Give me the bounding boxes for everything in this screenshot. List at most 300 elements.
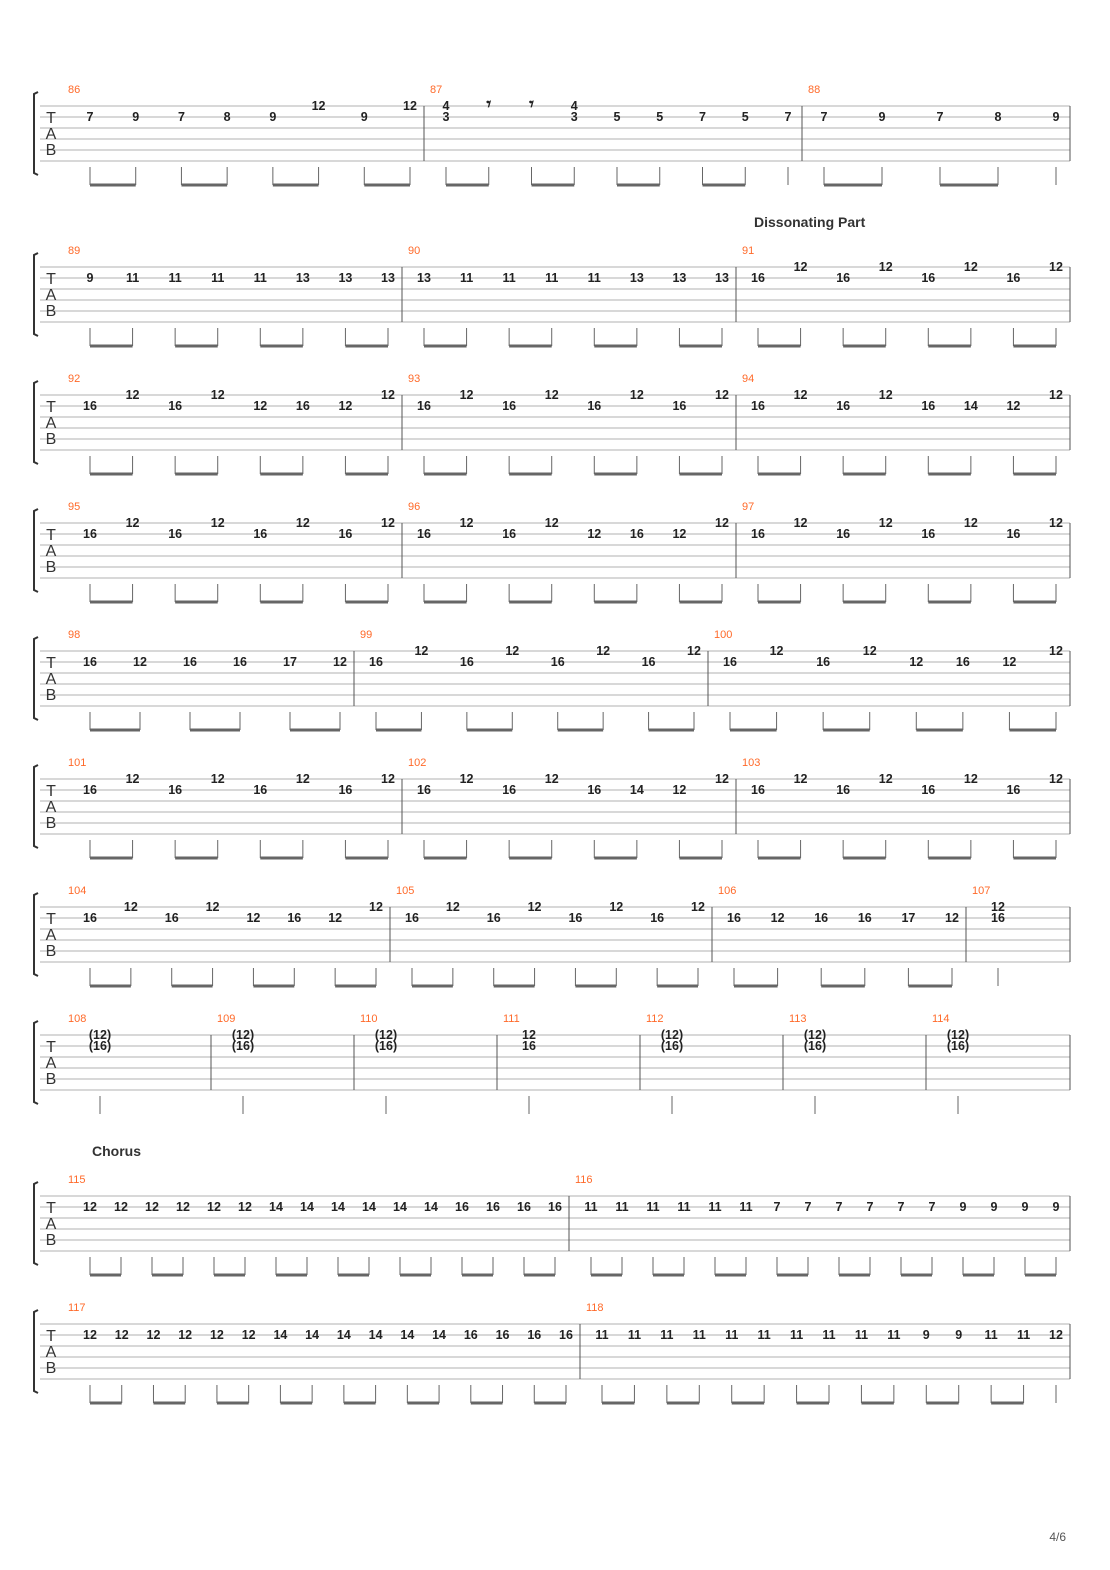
fret-number: 16 — [836, 783, 851, 797]
fret-number: 12 — [672, 783, 687, 797]
fret-number: 17 — [901, 911, 916, 925]
fret-number: 9 — [990, 1200, 998, 1214]
fret-number: 16 — [723, 655, 737, 669]
fret-number: 12 — [333, 655, 347, 669]
fret-number: 13 — [715, 271, 729, 285]
fret-number: 12 — [114, 1200, 128, 1214]
fret-number: 12 — [687, 644, 701, 658]
fret-number: 16 — [548, 1200, 562, 1214]
fret-number: 14 — [368, 1328, 383, 1342]
measure-number: 107 — [972, 885, 991, 897]
fret-number: (12) — [946, 1028, 970, 1042]
measure-number: 92 — [68, 373, 81, 385]
fret-number: 9 — [269, 110, 277, 124]
fret-number: 12 — [793, 772, 808, 786]
fret-number: 7 — [699, 110, 706, 124]
measure-number: 99 — [360, 629, 373, 641]
system-bracket — [34, 253, 38, 336]
fret-number: 12 — [459, 516, 474, 530]
fret-number: 12 — [945, 911, 959, 925]
fret-number: 16 — [369, 655, 383, 669]
fret-number: 12 — [176, 1200, 190, 1214]
fret-number: (16) — [803, 1039, 827, 1053]
fret-number: 11 — [646, 1200, 660, 1214]
fret-number: 8 — [994, 110, 1002, 124]
tab-clef-letter: T — [46, 783, 56, 800]
measure-number: 105 — [396, 885, 415, 897]
system-bracket — [34, 637, 38, 720]
measure-number: 108 — [68, 1013, 87, 1025]
measure-number: 86 — [68, 84, 81, 96]
fret-number: 12 — [963, 516, 978, 530]
fret-number: 12 — [878, 260, 893, 274]
fret-number: 12 — [125, 516, 140, 530]
fret-number: 16 — [751, 271, 765, 285]
fret-number: 12 — [246, 911, 261, 925]
fret-number: 17 — [283, 655, 297, 669]
fret-number: 12 — [505, 644, 520, 658]
fret-number: 5 — [656, 110, 664, 124]
section-label-chorus: Chorus — [92, 1143, 141, 1159]
fret-number: 12 — [544, 772, 559, 786]
fret-number: 12 — [381, 772, 395, 786]
tab-clef-letter: A — [45, 287, 57, 304]
fret-number: 12 — [793, 516, 808, 530]
fret-number: 12 — [1049, 388, 1063, 402]
fret-number: 11 — [789, 1328, 804, 1342]
fret-number: 3 — [442, 110, 450, 124]
tab-clef-letter: B — [45, 559, 57, 576]
fret-number: 12 — [878, 516, 893, 530]
fret-number: 12 — [991, 900, 1005, 914]
fret-number: 16 — [991, 911, 1005, 925]
tab-clef-letter: T — [46, 1328, 56, 1345]
fret-number: 12 — [369, 900, 383, 914]
fret-number: 7 — [86, 110, 94, 124]
measure-number: 90 — [408, 245, 421, 257]
measure-number: 115 — [68, 1174, 86, 1186]
fret-number: 12 — [125, 388, 140, 402]
fret-number: 11 — [502, 271, 516, 285]
tab-clef-letter: A — [45, 671, 57, 688]
fret-number: 9 — [1052, 1200, 1060, 1214]
fret-number: 9 — [959, 1200, 967, 1214]
fret-number: 12 — [672, 527, 687, 541]
fret-number: 11 — [1016, 1328, 1031, 1342]
fret-number: 12 — [241, 1328, 256, 1342]
fret-number: 16 — [921, 527, 936, 541]
fret-number: 14 — [305, 1328, 320, 1342]
fret-number: 4 — [442, 99, 450, 113]
fret-number: 16 — [495, 1328, 510, 1342]
measure-number: 98 — [68, 629, 81, 641]
fret-number: 9 — [922, 1328, 930, 1342]
fret-number: 9 — [1052, 110, 1060, 124]
fret-number: 12 — [178, 1328, 193, 1342]
measure-number: 116 — [575, 1174, 593, 1186]
tab-clef-letter: T — [46, 527, 56, 544]
fret-number: 11 — [725, 1328, 739, 1342]
tab-clef-letter: B — [45, 943, 57, 960]
fret-number: 16 — [587, 399, 602, 413]
measure-number: 101 — [68, 757, 87, 769]
fret-number: 16 — [253, 783, 268, 797]
fret-number: 12 — [114, 1328, 129, 1342]
fret-number: 16 — [295, 399, 310, 413]
fret-number: 12 — [459, 388, 474, 402]
fret-number: 12 — [596, 644, 611, 658]
fret-number: 16 — [463, 1328, 478, 1342]
fret-number: 12 — [1049, 260, 1063, 274]
fret-number: 16 — [751, 399, 765, 413]
fret-number: 14 — [336, 1328, 351, 1342]
system-bracket — [34, 893, 38, 976]
fret-number: 16 — [527, 1328, 542, 1342]
fret-number: 16 — [672, 399, 687, 413]
fret-number: 16 — [164, 911, 179, 925]
fret-number: 12 — [210, 388, 225, 402]
fret-number: 12 — [210, 516, 225, 530]
fret-number: 16 — [417, 399, 431, 413]
fret-number: 11 — [459, 271, 474, 285]
measure-number: 87 — [430, 84, 443, 96]
fret-number: 9 — [360, 110, 368, 124]
fret-number: 7 — [835, 1200, 843, 1214]
fret-number: 14 — [273, 1328, 288, 1342]
fret-number: 12 — [629, 388, 644, 402]
fret-number: 12 — [133, 655, 147, 669]
fret-number: 11 — [692, 1328, 706, 1342]
fret-number: 16 — [83, 399, 97, 413]
fret-number: 7 — [773, 1200, 781, 1214]
fret-number: 11 — [822, 1328, 836, 1342]
measure-number: 118 — [586, 1302, 604, 1314]
fret-number: 12 — [1049, 772, 1063, 786]
measure-number: 109 — [217, 1013, 236, 1025]
measure-number: 96 — [408, 501, 421, 513]
tab-clef-letter: B — [45, 142, 57, 159]
tab-clef-letter: T — [46, 110, 56, 127]
fret-number: 11 — [739, 1200, 753, 1214]
fret-number: 12 — [83, 1200, 97, 1214]
fret-number: 12 — [1049, 516, 1063, 530]
fret-number: 16 — [455, 1200, 469, 1214]
fret-number: 9 — [1021, 1200, 1029, 1214]
fret-number: 12 — [609, 900, 624, 914]
fret-number: 12 — [403, 99, 417, 113]
fret-number: 16 — [405, 911, 419, 925]
fret-number: 16 — [857, 911, 872, 925]
fret-number: (12) — [803, 1028, 827, 1042]
fret-number: 13 — [295, 271, 310, 285]
fret-number: 16 — [836, 271, 851, 285]
measure-number: 112 — [646, 1013, 664, 1025]
fret-number: 16 — [502, 527, 517, 541]
measure-number: 95 — [68, 501, 81, 513]
fret-number: 11 — [595, 1328, 609, 1342]
fret-number: 16 — [183, 655, 197, 669]
fret-number: 16 — [253, 527, 268, 541]
tab-clef-letter: A — [45, 799, 57, 816]
fret-number: 12 — [527, 900, 542, 914]
system-bracket — [34, 1021, 38, 1104]
fret-number: 16 — [233, 655, 247, 669]
fret-number: 12 — [715, 388, 729, 402]
fret-number: 12 — [338, 399, 353, 413]
fret-number: 16 — [168, 527, 183, 541]
fret-number: 11 — [627, 1328, 642, 1342]
fret-number: 16 — [650, 911, 665, 925]
fret-number: 7 — [866, 1200, 874, 1214]
fret-number: 7 — [177, 110, 185, 124]
measure-number: 106 — [718, 885, 737, 897]
fret-number: 8 — [223, 110, 231, 124]
measure-number: 91 — [742, 245, 755, 257]
fret-number: 12 — [793, 260, 808, 274]
fret-number: 12 — [207, 1200, 221, 1214]
tab-clef-letter: T — [46, 655, 56, 672]
fret-number: 16 — [550, 655, 565, 669]
fret-number: 16 — [568, 911, 583, 925]
fret-number: 16 — [522, 1039, 536, 1053]
fret-number: 11 — [253, 271, 267, 285]
fret-number: 16 — [168, 399, 183, 413]
fret-number: 7 — [928, 1200, 936, 1214]
tab-clef-letter: A — [45, 1216, 57, 1233]
fret-number: 14 — [300, 1200, 314, 1214]
fret-number: (16) — [88, 1039, 112, 1053]
fret-number: 9 — [86, 271, 94, 285]
fret-number: 16 — [83, 911, 97, 925]
fret-number: 12 — [328, 911, 343, 925]
fret-number: 12 — [1002, 655, 1017, 669]
fret-number: (16) — [231, 1039, 255, 1053]
fret-number: 12 — [205, 900, 220, 914]
tab-clef-letter: T — [46, 1200, 56, 1217]
fret-number: 16 — [921, 399, 936, 413]
fret-number: 12 — [544, 516, 559, 530]
fret-number: 16 — [517, 1200, 531, 1214]
fret-number: 11 — [168, 271, 182, 285]
tab-clef-letter: A — [45, 1344, 57, 1361]
fret-number: 11 — [587, 271, 601, 285]
fret-number: 12 — [544, 388, 559, 402]
fret-number: 16 — [459, 655, 474, 669]
measure-number: 103 — [742, 757, 761, 769]
fret-number: 16 — [559, 1328, 573, 1342]
system-bracket — [34, 92, 38, 175]
fret-number: 11 — [615, 1200, 629, 1214]
fret-number: 16 — [955, 655, 970, 669]
fret-number: 3 — [570, 110, 578, 124]
fret-number: 16 — [338, 527, 353, 541]
fret-number: 12 — [878, 388, 893, 402]
fret-number: 16 — [727, 911, 741, 925]
tab-clef-letter: A — [45, 543, 57, 560]
fret-number: 12 — [1049, 1328, 1063, 1342]
system-bracket — [34, 381, 38, 464]
tab-clef-letter: T — [46, 271, 56, 288]
tab-clef-letter: A — [45, 415, 57, 432]
fret-number: 12 — [414, 644, 429, 658]
fret-number: 16 — [417, 527, 431, 541]
fret-number: 12 — [770, 911, 785, 925]
fret-number: 14 — [432, 1328, 447, 1342]
tab-clef-letter: B — [45, 815, 57, 832]
fret-number: 12 — [691, 900, 705, 914]
fret-number: 14 — [424, 1200, 438, 1214]
fret-number: 16 — [814, 911, 829, 925]
fret-number: 12 — [587, 527, 602, 541]
fret-number: 7 — [784, 110, 792, 124]
fret-number: 11 — [211, 271, 225, 285]
fret-number: 16 — [287, 911, 302, 925]
measure-number: 111 — [503, 1013, 520, 1025]
fret-number: (12) — [231, 1028, 255, 1042]
tab-clef-letter: A — [45, 927, 57, 944]
tab-clef-letter: B — [45, 303, 57, 320]
fret-number: 12 — [522, 1028, 536, 1042]
fret-number: 13 — [672, 271, 687, 285]
fret-number: 12 — [878, 772, 893, 786]
tab-clef-letter: T — [46, 1039, 56, 1056]
fret-number: 11 — [125, 271, 140, 285]
measure-number: 102 — [408, 757, 427, 769]
system-bracket — [34, 1182, 38, 1265]
fret-number: 12 — [459, 772, 474, 786]
fret-number: 12 — [123, 900, 138, 914]
fret-number: 12 — [295, 516, 310, 530]
fret-number: 16 — [502, 783, 517, 797]
measure-number: 100 — [714, 629, 733, 641]
fret-number: 12 — [381, 516, 395, 530]
fret-number: 9 — [878, 110, 886, 124]
rest-symbol: 𝄾 — [529, 94, 534, 114]
fret-number: (16) — [374, 1039, 398, 1053]
fret-number: 12 — [769, 644, 784, 658]
fret-number: 12 — [909, 655, 924, 669]
measure-number: 88 — [808, 84, 821, 96]
measure-number: 110 — [360, 1013, 378, 1025]
fret-number: (12) — [88, 1028, 112, 1042]
system-bracket — [34, 1310, 38, 1393]
tab-clef-letter: B — [45, 687, 57, 704]
fret-number: 12 — [209, 1328, 224, 1342]
fret-number: 16 — [83, 527, 97, 541]
fret-number: 16 — [83, 655, 97, 669]
fret-number: 12 — [295, 772, 310, 786]
tab-clef-letter: T — [46, 911, 56, 928]
fret-number: 12 — [253, 399, 268, 413]
fret-number: 12 — [311, 99, 326, 113]
page-number: 4/6 — [1049, 1530, 1066, 1544]
tab-clef-letter: A — [45, 1055, 57, 1072]
fret-number: 13 — [417, 271, 431, 285]
fret-number: (12) — [660, 1028, 684, 1042]
fret-number: 5 — [613, 110, 621, 124]
fret-number: 12 — [715, 772, 729, 786]
fret-number: 7 — [804, 1200, 812, 1214]
section-label-dissonating-part: Dissonating Part — [754, 214, 866, 230]
fret-number: 12 — [862, 644, 877, 658]
measure-number: 113 — [789, 1013, 807, 1025]
fret-number: 11 — [545, 271, 559, 285]
fret-number: 16 — [751, 783, 765, 797]
fret-number: 16 — [83, 783, 97, 797]
fret-number: 12 — [145, 1200, 159, 1214]
fret-number: 16 — [921, 271, 936, 285]
fret-number: 16 — [641, 655, 656, 669]
measure-number: 93 — [408, 373, 421, 385]
fret-number: 16 — [921, 783, 936, 797]
fret-number: 9 — [955, 1328, 963, 1342]
fret-number: 14 — [393, 1200, 407, 1214]
fret-number: 16 — [587, 783, 602, 797]
fret-number: 7 — [897, 1200, 905, 1214]
fret-number: 9 — [132, 110, 140, 124]
fret-number: 16 — [1006, 271, 1021, 285]
fret-number: 7 — [936, 110, 944, 124]
fret-number: (16) — [946, 1039, 970, 1053]
fret-number: 16 — [816, 655, 831, 669]
measure-number: 94 — [742, 373, 755, 385]
measure-number: 104 — [68, 885, 87, 897]
fret-number: 16 — [1006, 527, 1021, 541]
fret-number: 16 — [168, 783, 183, 797]
fret-number: 12 — [715, 516, 729, 530]
fret-number: 16 — [338, 783, 353, 797]
fret-number: 16 — [502, 399, 517, 413]
fret-number: 12 — [381, 388, 395, 402]
tab-clef-letter: B — [45, 431, 57, 448]
fret-number: (16) — [660, 1039, 684, 1053]
system-bracket — [34, 765, 38, 848]
fret-number: 12 — [963, 772, 978, 786]
tab-clef-letter: T — [46, 399, 56, 416]
fret-number: 11 — [887, 1328, 901, 1342]
fret-number: 4 — [570, 99, 578, 113]
fret-number: 14 — [629, 783, 644, 797]
tab-clef-letter: B — [45, 1071, 57, 1088]
fret-number: 11 — [757, 1328, 771, 1342]
fret-number: 16 — [486, 911, 501, 925]
fret-number: 11 — [708, 1200, 722, 1214]
measure-number: 114 — [932, 1013, 950, 1025]
fret-number: 14 — [331, 1200, 345, 1214]
fret-number: 12 — [210, 772, 225, 786]
tab-clef-letter: B — [45, 1360, 57, 1377]
fret-number: 12 — [445, 900, 460, 914]
tab-clef-letter: B — [45, 1232, 57, 1249]
fret-number: 16 — [1006, 783, 1021, 797]
fret-number: 13 — [381, 271, 395, 285]
fret-number: 11 — [854, 1328, 869, 1342]
fret-number: 11 — [660, 1328, 674, 1342]
fret-number: 7 — [820, 110, 828, 124]
fret-number: 11 — [677, 1200, 691, 1214]
measure-number: 97 — [742, 501, 755, 513]
fret-number: 16 — [486, 1200, 500, 1214]
fret-number: 12 — [146, 1328, 161, 1342]
fret-number: 14 — [963, 399, 978, 413]
fret-number: 11 — [584, 1200, 598, 1214]
rest-symbol: 𝄾 — [486, 94, 492, 114]
fret-number: 16 — [751, 527, 765, 541]
fret-number: 16 — [836, 399, 851, 413]
fret-number: 14 — [362, 1200, 376, 1214]
fret-number: 13 — [338, 271, 353, 285]
tab-clef-letter: A — [45, 126, 57, 143]
